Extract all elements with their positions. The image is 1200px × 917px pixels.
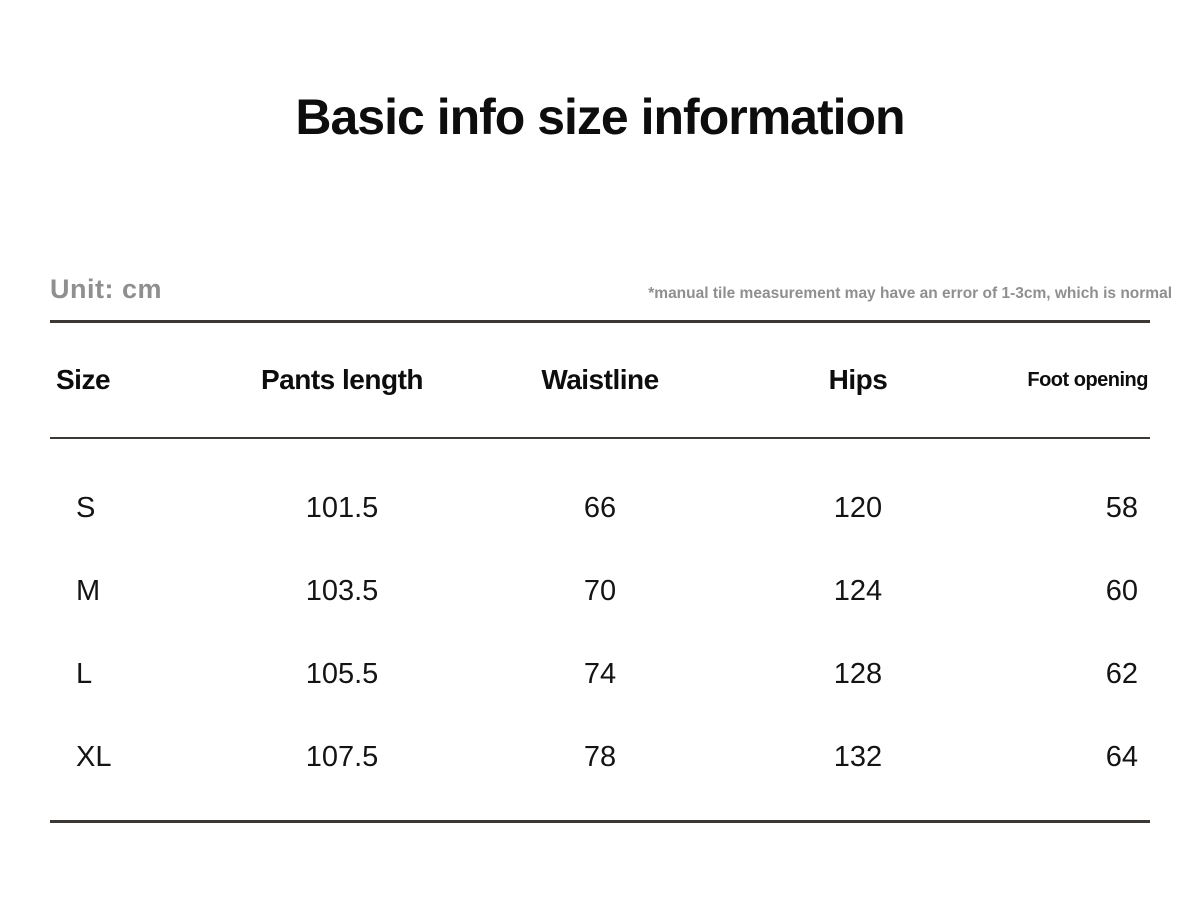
cell-waistline: 78	[583, 741, 617, 773]
column-header-size: Size	[56, 364, 111, 395]
cell-pants-length: 105.5	[305, 658, 379, 690]
cell-foot-opening: 60	[1105, 575, 1138, 607]
cell-hips: 120	[833, 492, 883, 524]
column-header-foot-opening: Foot opening	[1027, 368, 1148, 391]
cell-foot-opening: 62	[1105, 658, 1138, 690]
divider-bottom	[50, 820, 1150, 823]
column-header-waistline: Waistline	[541, 364, 659, 395]
cell-size: XL	[76, 741, 112, 773]
cell-pants-length: 103.5	[305, 575, 379, 607]
meta-row	[50, 274, 1172, 305]
table-row	[50, 633, 1150, 716]
column-header-hips: Hips	[828, 364, 888, 395]
cell-size: L	[76, 658, 93, 690]
cell-size: S	[76, 492, 96, 524]
cell-pants-length: 107.5	[305, 741, 379, 773]
cell-hips: 124	[833, 575, 883, 607]
page-title: Basic info size information	[295, 89, 905, 145]
cell-hips: 132	[833, 741, 883, 773]
table-header-row	[50, 323, 1150, 437]
table-row	[50, 550, 1150, 633]
cell-hips: 128	[833, 658, 883, 690]
column-header-pants-length: Pants length	[260, 364, 423, 395]
cell-size: M	[76, 575, 101, 607]
cell-pants-length: 101.5	[305, 492, 379, 524]
cell-waistline: 74	[583, 658, 617, 690]
cell-waistline: 66	[583, 492, 617, 524]
table-row	[50, 467, 1150, 550]
unit-label: Unit: cm	[50, 274, 162, 304]
measurement-note: *manual tile measurement may have an error of 1-3cm, which is normal	[648, 285, 1172, 302]
cell-foot-opening: 64	[1105, 741, 1138, 773]
table-body	[50, 439, 1150, 820]
cell-foot-opening: 58	[1105, 492, 1138, 524]
cell-waistline: 70	[583, 575, 617, 607]
table-row	[50, 716, 1150, 799]
